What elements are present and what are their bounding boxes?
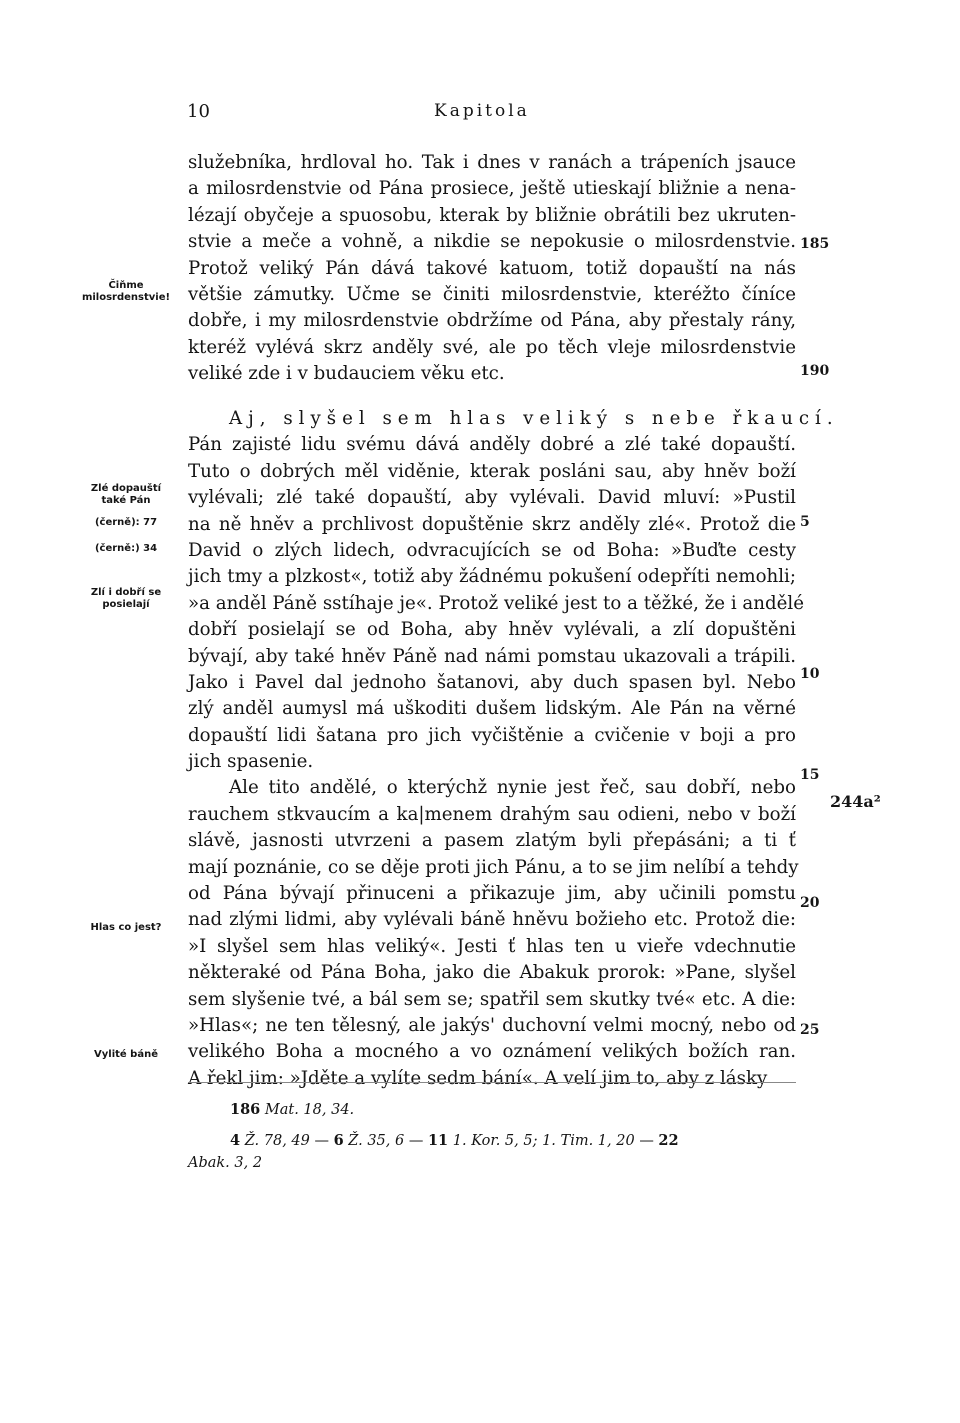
margin-note-cerne-34: (černě:) 34: [94, 543, 158, 554]
footnote-number: 11: [427, 1132, 449, 1149]
text-line: od Pána bývají přinuceni a přikazuje jim, aby učinili pomstu: [188, 883, 796, 905]
footnote-rule: [188, 1082, 796, 1083]
text-line: »a anděl Páně sstíhaje je«. Protož veliké jest to a těžké, že i andělé: [188, 592, 804, 614]
text-line: dopauští lidi šatana pro jich vyčištěnie a cvičenie v boji a pro: [188, 724, 796, 746]
footnote-reference: Ž. 35, 6: [348, 1133, 405, 1149]
text-line: na ně hněv a prchlivost dopuštěnie skrz anděly zlé«. Protož die: [188, 513, 796, 535]
text-line: A řekl jim: »Jděte a vylíte sedm bání«. A velí jim to, aby z lásky: [188, 1067, 768, 1089]
text-line: bývají, aby také hněv Páně nad námi pomstau ukazovali a trápili.: [188, 645, 796, 667]
text-line: kteréž vylévá skrz anděly své, ale po těch vleje milosrdenstvie: [188, 336, 796, 358]
margin-note-cinme: Čiňme milosrdenstvie!: [81, 280, 171, 303]
text-line: slávě, jasnosti utvrzeni a pasem zlatým byli přepásáni; a ti ť: [188, 830, 796, 852]
text-line: velikého Boha a mocného a vo oznámení velikých božích ran.: [188, 1041, 796, 1063]
footnote-reference: 1. Kor. 5, 5; 1. Tim. 1, 20: [452, 1133, 635, 1149]
text-line: Pán zajisté lidu svému dává anděly dobré a zlé také dopauští.: [188, 434, 796, 456]
margin-note-vylite-bane: Vylité báně: [94, 1049, 158, 1060]
page-number: 10: [187, 101, 210, 122]
text-line: vylévali; zlé také dopauští, aby vylévali. David mluví: »Pustil: [188, 487, 796, 509]
text-block-1: [188, 150, 796, 388]
text-line: lézají obyčeje a spuosobu, kterak by bližnie obrátili bez ukruten-: [188, 204, 796, 226]
running-head: Kapitola: [434, 101, 530, 121]
text-line: Jako i Pavel dal jednoho šatanovi, aby duch spasen byl. Nebo: [188, 671, 796, 693]
text-line: služebníka, hrdloval ho. Tak i dnes v ranách a trápeních jsauce: [188, 152, 796, 173]
margin-note-zle-dopausti: Zlé dopauští také Pán: [90, 483, 162, 506]
text-line: většie zámutky. Učme se činiti milosrdenstvie, kteréžto číníce: [188, 283, 796, 305]
margin-note-cerne-77: (černě): 77: [94, 517, 158, 528]
footnote-number: 4: [230, 1132, 241, 1149]
footnote-number: 6: [333, 1132, 344, 1149]
footnote-number: 186: [230, 1101, 261, 1118]
text-line: mají poznánie, co se děje proti jich Pánu, a to se jim nelíbí a tehdy: [188, 856, 799, 878]
text-line: nad zlými lidmi, aby vylévali báně hněvu božieho etc. Protož die:: [188, 909, 796, 931]
line-number-20: 20: [800, 895, 820, 911]
text-line: stvie a meče a vohně, a nikdie se nepokusie o milosrdenstvie.: [188, 231, 796, 253]
text-line: Tuto o dobrých měl viděnie, kterak posláni sau, aby hněv boží: [188, 460, 796, 482]
line-number-15: 15: [800, 767, 820, 783]
footnote-dash: —: [408, 1133, 424, 1149]
text-line: David o zlých lidech, odvracujících se od Boha: »Buďte cesty: [188, 539, 796, 561]
line-number-10: 10: [800, 666, 820, 682]
line-number-185: 185: [800, 236, 830, 252]
text-line: dobří posielají se od Boha, aby hněv vylévali, a zlí dopuštěni: [188, 619, 796, 641]
text-line: a milosrdenstvie od Pána prosiece, ještě utieskají bližnie a nena-: [188, 178, 796, 200]
page-header: [0, 101, 960, 125]
footnote-number: 22: [658, 1132, 679, 1149]
footnote-line-3: [188, 1152, 796, 1174]
footnote-186: [230, 1099, 838, 1121]
footnote-reference: Ž. 78, 49: [244, 1133, 310, 1149]
text-line: zlý anděl aumysl má uškoditi dušem lidským. Ale Pán na věrné: [188, 698, 796, 720]
text-line: dobře, i my milosrdenstvie obdržíme od Pána, aby přestaly rány,: [188, 310, 796, 332]
footnote-line-2: [230, 1130, 838, 1152]
footnote-reference: Abak. 3, 2: [188, 1155, 263, 1171]
margin-note-hlas-co-jest: Hlas co jest?: [90, 922, 162, 933]
text-line: sem slyšenie tvé, a bál sem se; spatřil sem skutky tvé« etc. A die:: [188, 988, 796, 1010]
folio-marker: 244a²: [830, 792, 881, 811]
text-line: »I slyšel sem hlas veliký«. Jesti ť hlas ten u vieře vdechnutie: [188, 935, 796, 957]
footnote-reference: Mat. 18, 34.: [264, 1102, 355, 1118]
line-number-5: 5: [800, 514, 810, 530]
text-line: jich spasenie.: [188, 751, 314, 773]
text-line: »Hlas«; ne ten tělesný, ale jakýs' duchovní velmi mocný, nebo od: [188, 1014, 796, 1036]
text-line: Protož veliký Pán dává takové katuom, totiž dopauští na nás: [188, 257, 796, 279]
text-line: rauchem stkvaucím a ka|menem drahým sau odieni, nebo v boží: [188, 803, 796, 825]
text-line: veliké zde i v budauciem věku etc.: [188, 363, 505, 385]
text-line: Ale tito andělé, o kterýchž nynie jest řeč, sau dobří, nebo: [229, 777, 796, 799]
text-line: jich tmy a plzkost«, totiž aby žádnému pokušení odepříti nemohli;: [188, 566, 796, 588]
footnote-dash: —: [314, 1133, 329, 1149]
footnote-dash: —: [639, 1133, 654, 1149]
line-number-190: 190: [800, 363, 830, 379]
margin-note-zli-i-dobri: Zlí i dobří se posielají: [90, 587, 162, 610]
line-number-25: 25: [800, 1022, 820, 1038]
text-line: některaké od Pána Boha, jako die Abakuk prorok: »Pane, slyšel: [188, 962, 796, 984]
text-line: Aj, slyšel sem hlas veliký s nebe řkaucí.: [229, 408, 839, 429]
